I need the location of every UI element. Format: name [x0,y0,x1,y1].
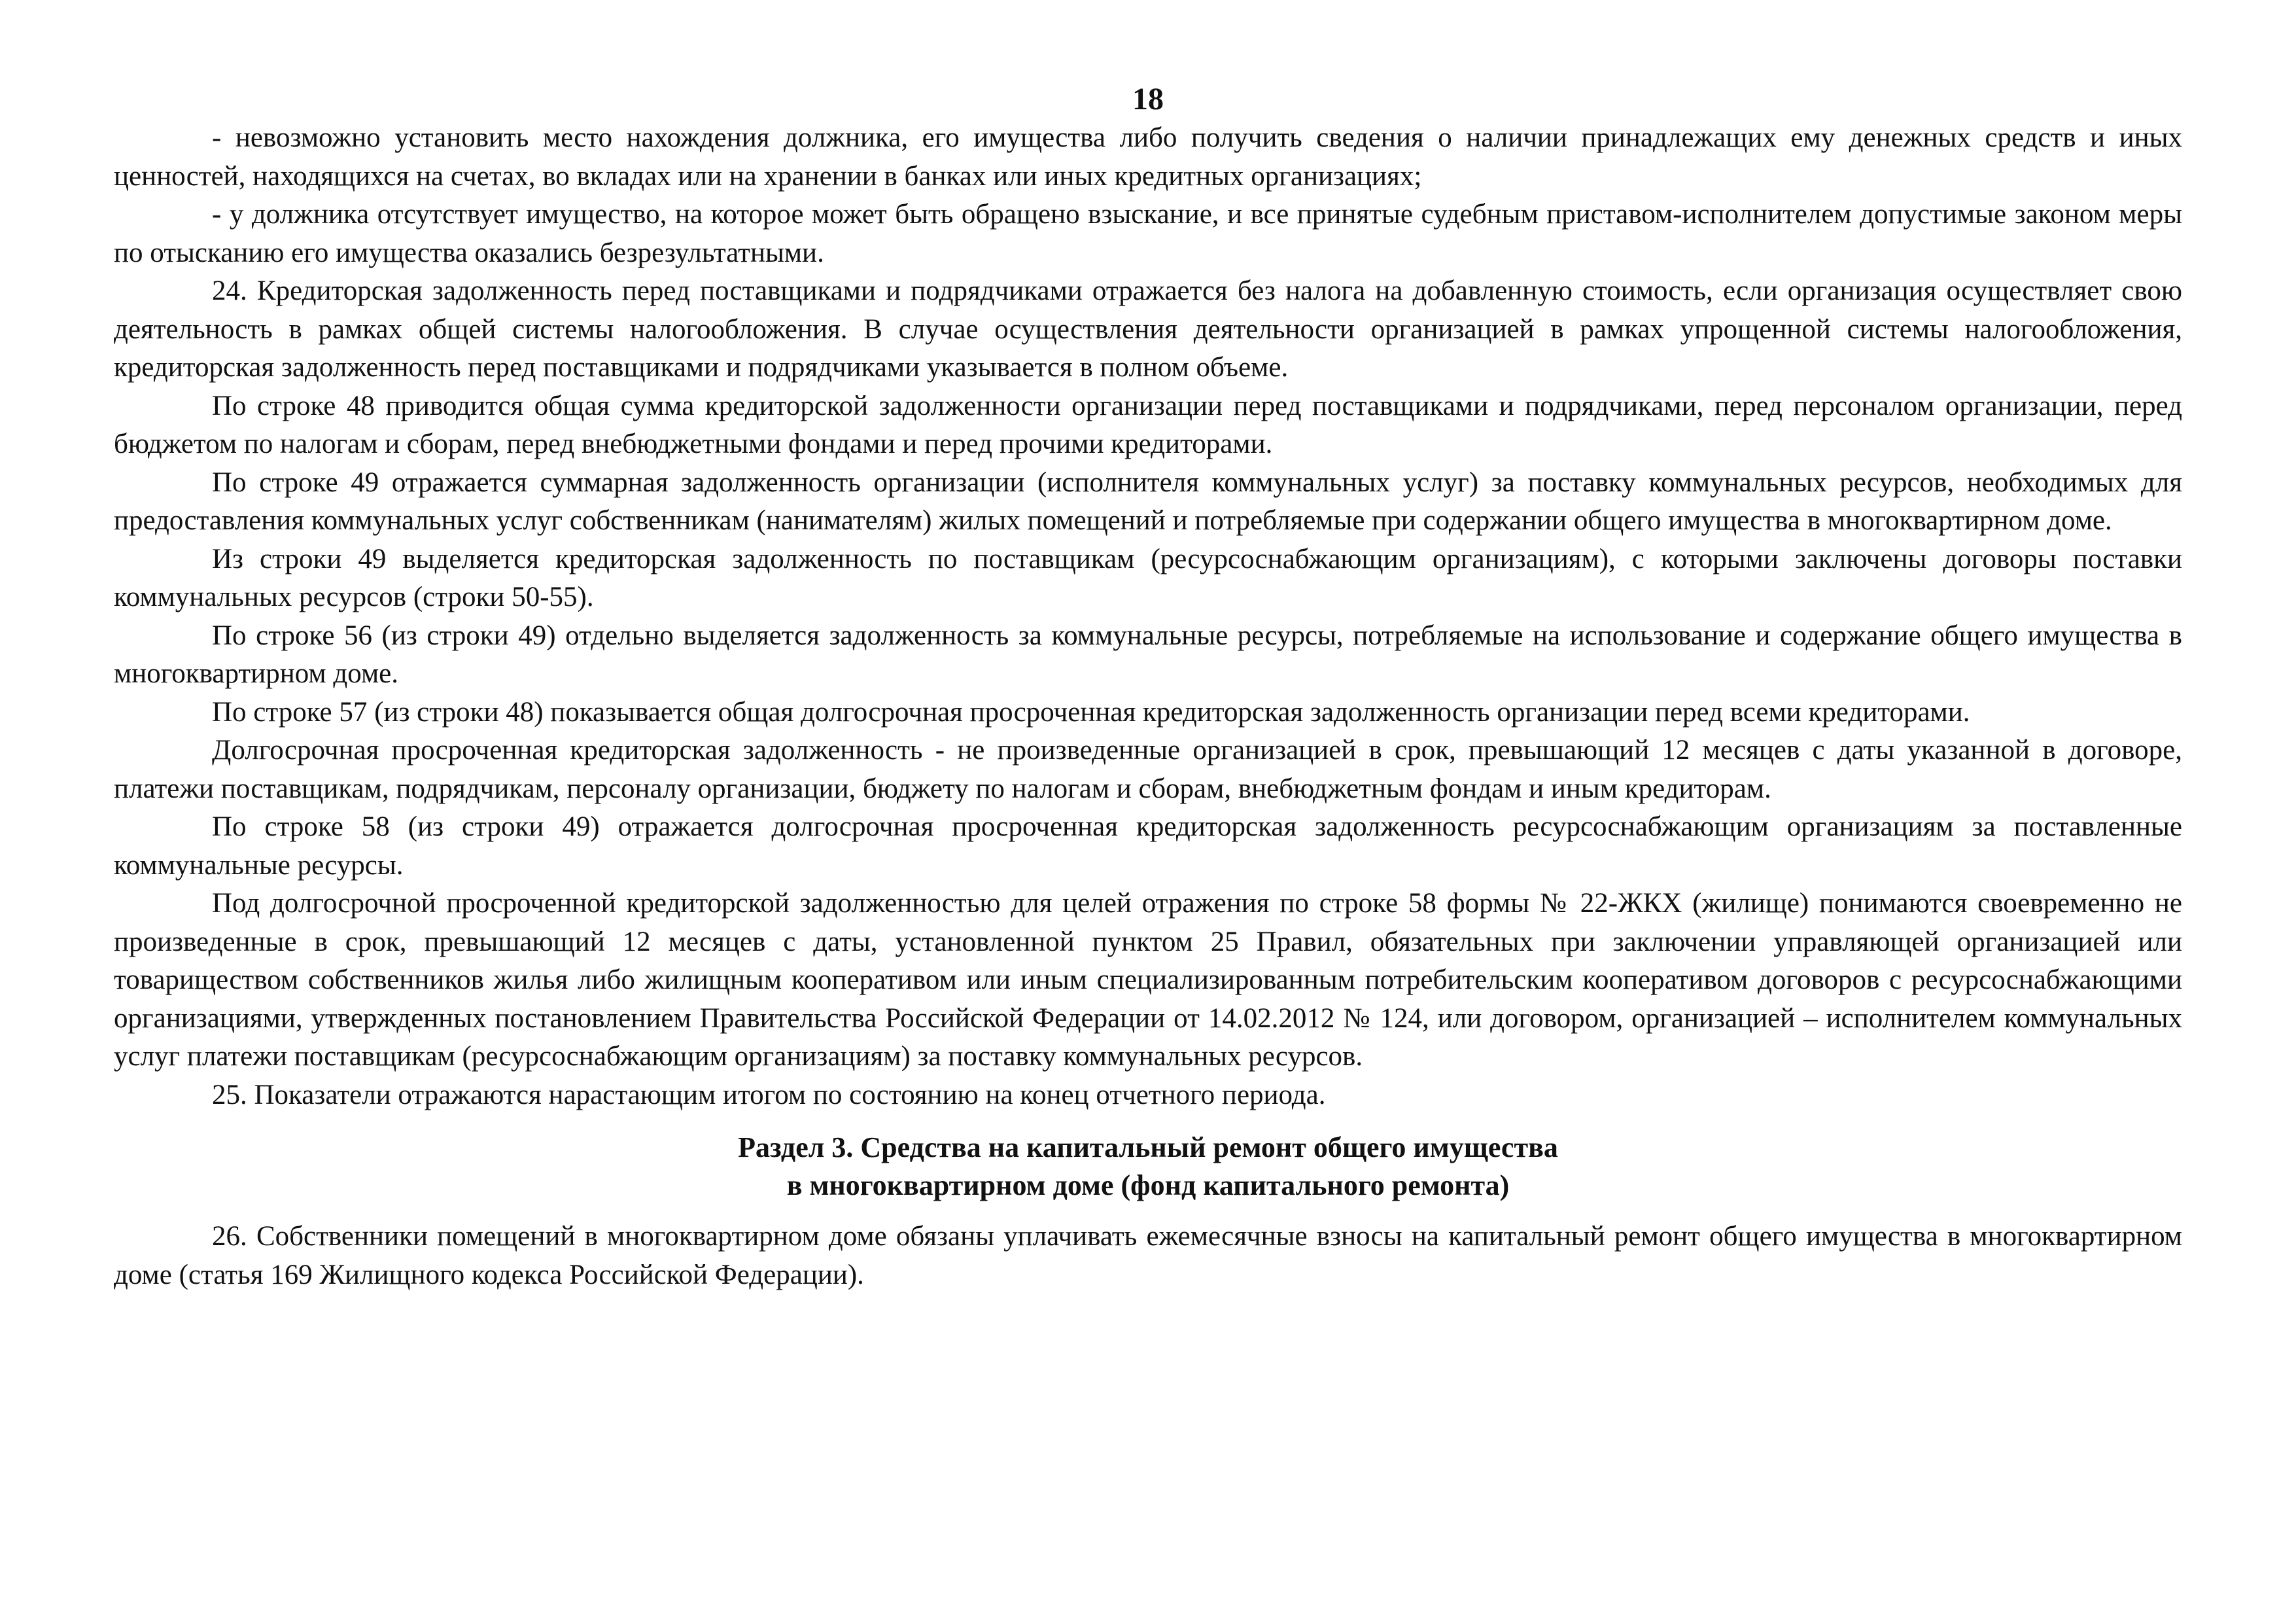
paragraph-long-term-overdue-definition: Долгосрочная просроченная кредиторская задолженность - не произведенные организацией в срок, превышающий 12 месяцев с даты указанной в договоре, платежи поставщикам, подрядчикам, персоналу организации, бюджету по налогам и сборам, внебюджетным фондам и иным кредиторам. [114,735,2182,804]
paragraph-debtor-location: - невозможно установить место нахождения должника, его имущества либо получить сведения о наличии принадлежащих ему денежных средств и иных ценностей, находящихся на счетах, во вкладах или на хранении в банках или иных кредитных организациях; [114,122,2182,192]
paragraph-26-capital-repair: 26. Собственники помещений в многоквартирном доме обязаны уплачивать ежемесячные взносы на капитальный ремонт общего имущества в многоквартирном доме (статья 169 Жилищного кодекса Российской Федерации). [114,1221,2182,1290]
paragraph-25-cumulative: 25. Показатели отражаются нарастающим итогом по состоянию на конец отчетного периода. [212,1079,1326,1110]
paragraph-line-49: По строке 49 отражается суммарная задолженность организации (исполнителя коммунальных услуг) за поставку коммунальных ресурсов, необходимых для предоставления коммунальных услуг собственникам (нанимателям) жилых помещений и потребляемые при содержании общего имущества в многоквартирном доме. [114,467,2182,536]
paragraph-24-vat: 24. Кредиторская задолженность перед поставщиками и подрядчиками отражается без налога на добавленную стоимость, если организация осуществляет свою деятельность в рамках общей системы налогообложения. В случае осуществления деятельности организацией в рамках упрощенной системы налогообложения, кредиторская задолженность перед поставщиками и подрядчиками указывается в полном объеме. [114,275,2182,383]
paragraph-line-58: По строке 58 (из строки 49) отражается долгосрочная просроченная кредиторская задолженность ресурсоснабжающим организациям за поставленные коммунальные ресурсы. [114,811,2182,881]
section-3-heading-line-1: Раздел 3. Средства на капитальный ремонт общего имущества [738,1131,1558,1163]
paragraph-debtor-no-property: - у должника отсутствует имущество, на которое может быть обращено взыскание, и все принятые судебным приставом-исполнителем допустимые законом меры по отысканию его имущества оказались безрезультатными. [114,199,2182,268]
paragraph-line-48: По строке 48 приводится общая сумма кредиторской задолженности организации перед поставщиками и подрядчиками, перед персоналом организации, перед бюджетом по налогам и сборам, перед внебюджетными фондами и перед прочими кредиторами. [114,390,2182,459]
page-number: 18 [1132,82,1164,116]
paragraph-line-57: По строке 57 (из строки 48) показывается общая долгосрочная просроченная кредиторская задолженность организации перед всеми кредиторами. [212,696,1970,728]
paragraph-lines-50-55: Из строки 49 выделяется кредиторская задолженность по поставщикам (ресурсоснабжающим организациям), с которыми заключены договоры поставки коммунальных ресурсов (строки 50-55). [114,543,2182,612]
document-body [114,119,2182,1294]
paragraph-line-58-definition: Под долгосрочной просроченной кредиторской задолженностью для целей отражения по строке 58 формы № 22-ЖКХ (жилище) понимаются своевременно не произведенные в срок, превышающий 12 месяцев с даты, установленной пунктом 25 Правил, обязательных при заключении управляющей организацией или товариществом собственников жилья либо жилищным кооперативом или иным специализированным потребительским кооперативом договоров с ресурсоснабжающими организациями, утвержденных постановлением Правительства Российской Федерации от 14.02.2012 № 124, или договором, организацией – исполнителем коммунальных услуг платежи поставщикам (ресурсоснабжающим организациям) за поставку коммунальных ресурсов. [114,888,2182,1072]
section-3-heading [114,1129,2182,1205]
section-3-heading-line-2: в многоквартирном доме (фонд капитального ремонта) [786,1169,1510,1201]
paragraph-line-56: По строке 56 (из строки 49) отдельно выделяется задолженность за коммунальные ресурсы, потребляемые на использование и содержание общего имущества в многоквартирном доме. [114,620,2182,689]
